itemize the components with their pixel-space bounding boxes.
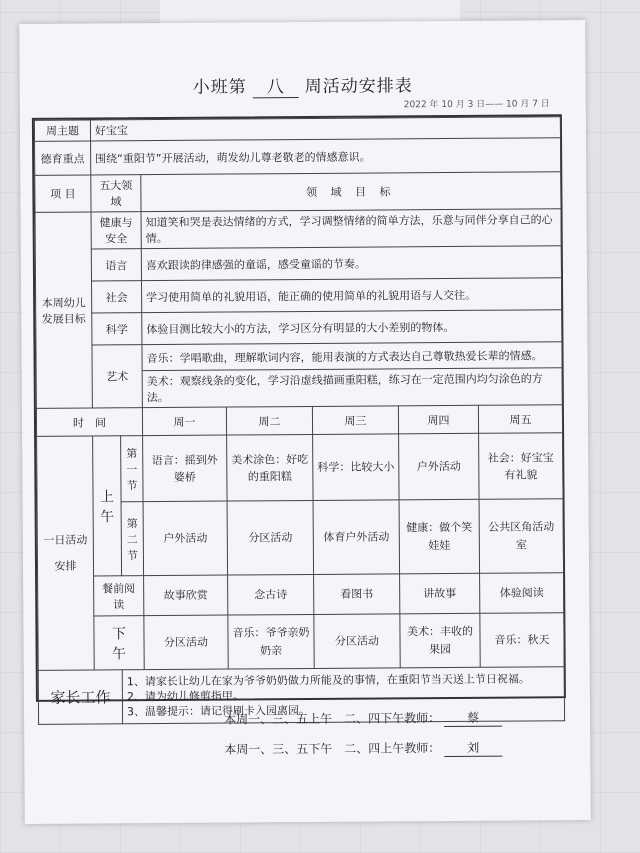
goal-domain: 科学 bbox=[92, 313, 142, 345]
reading-cell: 念古诗 bbox=[228, 574, 314, 615]
afternoon-label: 下 午 bbox=[94, 616, 144, 670]
daily-schedule-label: 一日活动安排 bbox=[37, 436, 95, 670]
reading-cell: 看图书 bbox=[314, 574, 400, 615]
day-header: 周三 bbox=[312, 406, 398, 435]
goal-header: 领 域 目 标 bbox=[141, 172, 561, 212]
day-header: 周一 bbox=[142, 407, 226, 436]
goal-text: 喜欢跟读韵律感强的童谣，感受童谣的节奏。 bbox=[141, 246, 561, 281]
reading-cell: 故事欣赏 bbox=[144, 575, 228, 616]
session1-cell: 科学：比较大小 bbox=[313, 434, 399, 501]
time-label: 时 间 bbox=[36, 408, 142, 437]
session1-cell: 语言：摇到外婆桥 bbox=[143, 435, 227, 502]
goal-text: 体验目测比较大小的方法，学习区分有明显的大小差别的物体。 bbox=[142, 310, 562, 345]
afternoon-cell: 分区活动 bbox=[144, 615, 228, 670]
teacher-name-2: 刘 bbox=[444, 739, 502, 757]
morning-label: 上 午 bbox=[93, 436, 122, 576]
goal-text: 音乐：学唱歌曲，理解歌词内容，能用表演的方式表达自己尊敬热爱长辈的情感。 bbox=[142, 342, 562, 371]
reading-row bbox=[38, 573, 564, 617]
session2-cell: 体育户外活动 bbox=[313, 500, 400, 575]
goal-row bbox=[36, 310, 562, 346]
signature-text-2: 本周一、三、五下午 二、四上午教师： bbox=[224, 741, 441, 757]
page-title bbox=[20, 70, 586, 100]
second-session-label: 第二节 bbox=[121, 502, 144, 576]
goal-row bbox=[36, 342, 562, 372]
signature-text-1: 本周一、三、五上午 二、四下午教师： bbox=[224, 711, 441, 727]
moral-value: 围绕“重阳节”开展活动，萌发幼儿尊老敬老的情感意识。 bbox=[91, 138, 561, 175]
teacher-name-1: 蔡 bbox=[444, 709, 502, 727]
signature-line-2 bbox=[224, 739, 502, 759]
title-prefix: 小班第 bbox=[192, 77, 247, 98]
title-suffix: 周活动安排表 bbox=[304, 76, 413, 97]
schedule-table bbox=[34, 116, 565, 725]
goal-text: 学习使用简单的礼貌用语，能正确的使用简单的礼貌用语与人交往。 bbox=[142, 278, 562, 313]
session1-cell: 社会：好宝宝有礼貌 bbox=[479, 433, 563, 500]
item-header: 项 目 bbox=[35, 175, 91, 212]
signature-line-1 bbox=[224, 709, 502, 729]
session2-cell: 分区活动 bbox=[227, 500, 314, 575]
goal-row bbox=[35, 246, 561, 282]
moral-label: 德育重点 bbox=[35, 141, 91, 175]
moral-row bbox=[35, 138, 561, 176]
goal-domain: 艺术 bbox=[92, 345, 142, 408]
parent-note-item: 1、请家长让幼儿在家为爷爷奶奶做力所能及的事情，在重阳节当天送上节日祝福。 bbox=[126, 672, 530, 689]
theme-label: 周主题 bbox=[34, 120, 90, 141]
afternoon-cell: 音乐：秋天 bbox=[480, 613, 564, 668]
reading-cell: 讲故事 bbox=[400, 573, 480, 614]
domains-header: 五大领域 bbox=[91, 175, 141, 212]
week-number: 八 bbox=[253, 72, 299, 98]
days-header-row bbox=[36, 405, 562, 437]
session1-row bbox=[37, 433, 563, 503]
afternoon-cell: 音乐：爷爷亲奶奶亲 bbox=[228, 614, 314, 669]
session1-cell: 美术涂色：好吃的重阳糕 bbox=[227, 434, 313, 501]
goal-domain: 健康与安全 bbox=[91, 212, 141, 249]
parents-label: 家长工作 bbox=[38, 670, 122, 725]
parent-note-item: 2、请为幼儿修剪指甲。 bbox=[126, 689, 244, 704]
goal-row bbox=[36, 278, 562, 314]
goal-domain: 语言 bbox=[91, 249, 141, 281]
reading-label: 餐前阅读 bbox=[94, 576, 144, 616]
theme-value: 好宝宝 bbox=[90, 117, 560, 141]
goal-row bbox=[35, 209, 561, 250]
parent-note-item: 3、温馨提示：请记得刷卡入园离园。 bbox=[126, 703, 311, 719]
goals-header-row bbox=[35, 172, 561, 213]
schedule-paper bbox=[19, 20, 591, 824]
reading-cell: 体验阅读 bbox=[480, 573, 564, 614]
goal-text: 知道笑和哭是表达情绪的方式，学习调整情绪的简单方法，乐意与同伴分享自己的心情。 bbox=[141, 209, 561, 249]
date-range: 2022 年 10 月 3 日—— 10 月 7 日 bbox=[403, 99, 550, 111]
session1-cell: 户外活动 bbox=[399, 433, 479, 500]
day-header: 周四 bbox=[398, 405, 478, 434]
goals-side-label: 本周幼儿发展目标 bbox=[35, 212, 92, 408]
goal-text: 美术：观察线条的变化，学习沿虚线描画重阳糕，练习在一定范围内均匀涂色的方法。 bbox=[142, 368, 562, 408]
afternoon-row bbox=[38, 613, 564, 671]
afternoon-cell: 美术：丰收的果园 bbox=[400, 613, 480, 668]
day-header: 周五 bbox=[478, 405, 562, 434]
afternoon-cell: 分区活动 bbox=[314, 614, 400, 669]
session2-cell: 公共区角活动室 bbox=[479, 499, 564, 574]
session2-cell: 健康：做个笑娃娃 bbox=[399, 499, 480, 574]
session2-cell: 户外活动 bbox=[143, 501, 228, 576]
goal-domain: 社会 bbox=[92, 281, 142, 313]
day-header: 周二 bbox=[226, 406, 312, 435]
first-session-label: 第一节 bbox=[121, 436, 143, 502]
